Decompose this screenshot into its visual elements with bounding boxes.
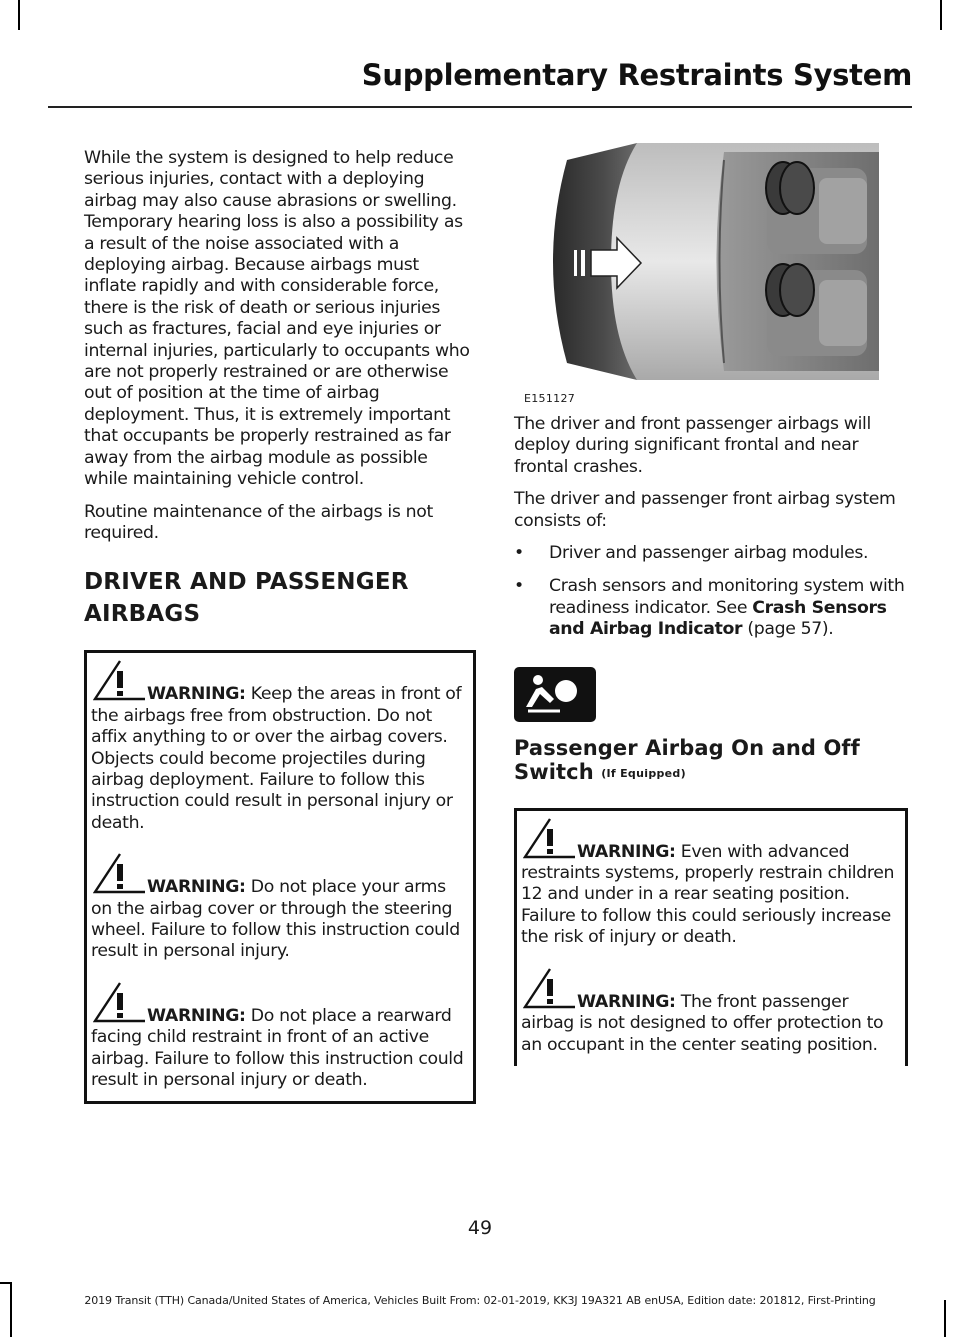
system-paragraph: The driver and passenger front airbag system consists of: bbox=[514, 489, 896, 531]
warning-box-right bbox=[514, 808, 908, 1066]
warning-text: Do not place a rearward facing child restraint in front of an active airbag. Failure to follow this instruction could result in personal injury or death. bbox=[91, 1005, 464, 1090]
section-heading-line1: DRIVER AND PASSENGER bbox=[84, 569, 409, 596]
warning-triangle-icon bbox=[93, 659, 147, 701]
switch-subheading: Passenger Airbag On and Off Switch (If Equipped) bbox=[514, 735, 860, 784]
left-column bbox=[84, 148, 476, 1104]
crop-mark-top-left bbox=[18, 0, 20, 30]
warning-item bbox=[91, 981, 465, 1092]
edition-footer: 2019 Transit (TTH) Canada/United States of America, Vehicles Built From: 02-01-2019, KK3J 19A321 AB enUSA, Edition date: 201812, First-Printing bbox=[84, 1294, 876, 1307]
figure-id: E151127 bbox=[524, 392, 576, 405]
warning-label: WARNING: bbox=[147, 1005, 246, 1026]
warning-triangle-icon bbox=[523, 967, 577, 1009]
warning-text: Even with advanced restraints systems, properly restrain children 12 and under in a rear seating position. Failure to follow this could seriously increase the risk of injury or death. bbox=[521, 841, 895, 948]
list-item: • Driver and passenger airbag modules. bbox=[514, 543, 869, 564]
list-item: • Crash sensors and monitoring system with readiness indicator. See Crash Sensors and Airbag Indicator (page 57). bbox=[514, 576, 905, 640]
airbag-deployment-figure bbox=[519, 138, 879, 410]
right-column bbox=[514, 0, 908, 1066]
warning-triangle-icon bbox=[523, 817, 577, 859]
warning-item bbox=[521, 967, 897, 1056]
cross-reference-link[interactable]: Crash Sensors and Airbag Indicator bbox=[549, 597, 887, 640]
warning-item bbox=[91, 852, 465, 963]
warning-item bbox=[91, 659, 465, 834]
vehicle-top-view-illustration bbox=[519, 138, 879, 388]
warning-label: WARNING: bbox=[577, 991, 676, 1012]
airbag-symbol bbox=[514, 667, 596, 722]
section-heading bbox=[84, 566, 476, 630]
warning-label: WARNING: bbox=[147, 684, 246, 705]
page-number: 49 bbox=[467, 1217, 493, 1239]
bullet-icon: • bbox=[514, 576, 524, 597]
crop-mark-top-right bbox=[940, 0, 942, 30]
warning-triangle-icon bbox=[93, 981, 147, 1023]
crop-mark-bottom-left-h bbox=[0, 1282, 12, 1284]
deploy-paragraph: The driver and front passenger airbags will deploy during significant frontal and near frontal crashes. bbox=[514, 414, 871, 477]
warning-text: Keep the areas in front of the airbags free from obstruction. Do not affix anything to or over the airbag covers. Objects could become projectiles during airbag deployment. Failure to follow this instruction could result in personal injury or death. bbox=[91, 684, 462, 833]
warning-label: WARNING: bbox=[577, 841, 676, 862]
crop-mark-bottom-left-v bbox=[10, 1282, 12, 1337]
maintenance-paragraph: Routine maintenance of the airbags is not required. bbox=[84, 501, 433, 543]
right-text-block bbox=[514, 414, 908, 1066]
section-heading-line2: AIRBAGS bbox=[84, 601, 201, 628]
warning-box-left bbox=[84, 650, 476, 1104]
warning-label: WARNING: bbox=[147, 877, 246, 898]
bullet-icon: • bbox=[514, 543, 524, 564]
intro-paragraph: While the system is designed to help reduce serious injuries, contact with a deploying airbag may also cause abrasions or swelling. Temporary hearing loss is also a possibility as a result of the noise associated with a deploying airbag. Because airbags must inflate rapidly and with considerable force, there is the risk of death or serious injuries such as fractures, facial and eye injuries or internal injuries, particularly to occupants who are not properly restrained or are otherwise out of position at the time of airbag deployment. Thus, it is extremely important that occupants be properly restrained as far away from the airbag module as possible while maintaining vehicle control. bbox=[84, 148, 470, 490]
page-header-title: Supplementary Restraints System bbox=[361, 58, 912, 92]
warning-triangle-icon bbox=[93, 852, 147, 894]
component-list bbox=[514, 543, 908, 641]
warning-text: The front passenger airbag is not designed to offer protection to an occupant in the center seating position. bbox=[521, 991, 884, 1055]
warning-text: Do not place your arms on the airbag cover or through the steering wheel. Failure to follow this instruction could result in personal injury. bbox=[91, 877, 460, 962]
passenger-airbag-icon bbox=[514, 667, 596, 722]
if-equipped-note: (If Equipped) bbox=[601, 766, 686, 780]
warning-item bbox=[521, 817, 897, 949]
